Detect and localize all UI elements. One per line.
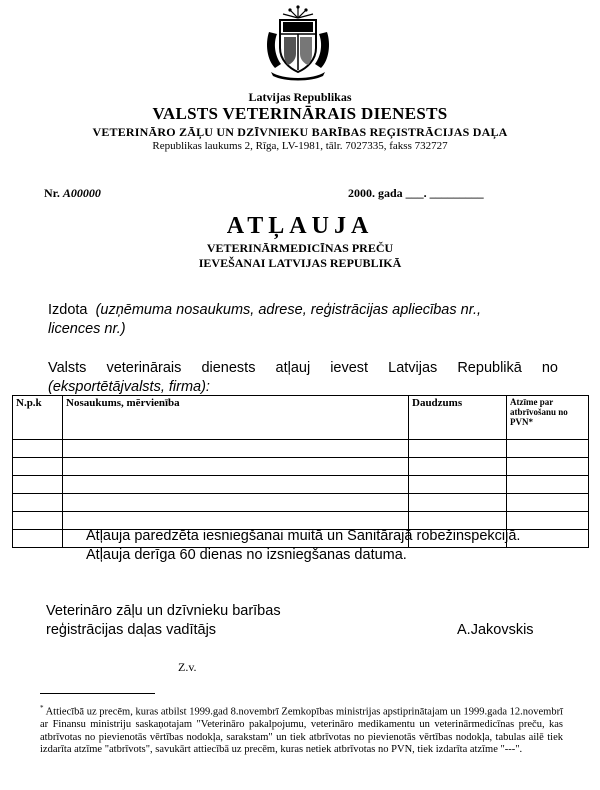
table-cell[interactable]	[507, 458, 589, 476]
table-cell[interactable]	[13, 476, 63, 494]
table-cell[interactable]	[63, 476, 409, 494]
exporter-hint: (eksportētājvalsts, firma):	[48, 379, 210, 395]
table-cell[interactable]	[63, 458, 409, 476]
table-cell[interactable]	[409, 494, 507, 512]
issued-to-hint: (uzņēmuma nosaukums, adrese, reģistrācijas apliecības nr.,	[95, 302, 482, 318]
date-field: 2000. gada ___. _________	[348, 186, 484, 200]
title-subline-1: VETERINĀRMEDICĪNAS PREČU	[206, 241, 394, 255]
table-header-row	[13, 396, 589, 440]
stamp-place-label: Z.v.	[178, 660, 197, 674]
latvia-coat-of-arms-icon	[263, 4, 333, 82]
column-header-quantity: Daudzums	[409, 396, 507, 440]
validity-note: Atļauja derīga 60 dienas no izsniegšanas datuma.	[86, 547, 407, 563]
signatory-name: A.Jakovskis	[457, 622, 534, 638]
table-cell[interactable]	[63, 440, 409, 458]
table-cell[interactable]	[507, 440, 589, 458]
footnote	[40, 702, 563, 757]
table-cell[interactable]	[409, 440, 507, 458]
table-cell[interactable]	[409, 458, 507, 476]
issued-to-label: Izdota	[48, 302, 88, 318]
issued-to-line	[48, 301, 558, 320]
permit-number-label: Nr.	[44, 186, 60, 200]
permit-number	[44, 186, 101, 201]
signatory-title-line-2: reģistrācijas daļas vadītājs	[46, 622, 217, 638]
column-header-npk: N.p.k	[13, 396, 63, 440]
import-permission-text: Valsts veterinārais dienests atļauj ievest Latvijas Republikā no	[48, 360, 558, 376]
footnote-marker: *	[40, 704, 44, 712]
table-cell[interactable]	[507, 494, 589, 512]
footnote-text: Attiecībā uz precēm, kuras atbilst 1999.gad 8.novembrī Zemkopības ministrijas apstiprinātajam un 1999.gada 12.novembrī ar Finansu ministriju saskaņotajam "Veterināro pakalpojumu, veterināro medikamentu un veterinārmedicīnas preču, kas atbrīvotas no pievienotās vērtības nodokļa, sarakstam" un tiek atbrīvotas no pievienotās vērtības nodokļa, tabulas ailē tiek izdarīta atzīme "atbrīvots", savukārt attiecībā uz precēm, kuras netiek atbrīvotas no PVN, tiek izdarīta atzīme "---".	[40, 706, 563, 755]
submission-note: Atļauja paredzēta iesniegšanai muitā un Sanitārajā robežinspekcijā.	[86, 528, 521, 544]
footnote-divider	[40, 693, 155, 694]
department-heading: VETERINĀRO ZĀĻU UN DZĪVNIEKU BARĪBAS REĢISTRĀCIJAS DAĻA	[92, 125, 508, 139]
table-row	[13, 458, 589, 476]
table-row	[13, 476, 589, 494]
address-line: Republikas laukums 2, Rīga, LV-1981, tālr. 7027335, fakss 732727	[152, 140, 448, 152]
service-heading: VALSTS VETERINĀRAIS DIENESTS	[152, 104, 448, 123]
table-row	[13, 440, 589, 458]
table-cell[interactable]	[63, 494, 409, 512]
table-cell[interactable]	[13, 512, 63, 530]
column-header-name: Nosaukums, mērvienība	[63, 396, 409, 440]
republic-heading: Latvijas Republikas	[248, 90, 352, 104]
document-title: ATĻAUJA	[226, 213, 374, 239]
table-row	[13, 494, 589, 512]
signatory-title-line-1: Veterināro zāļu un dzīvnieku barības	[46, 603, 281, 619]
table-cell[interactable]	[13, 530, 63, 548]
issued-to-hint-continued: licences nr.)	[48, 321, 126, 337]
goods-table	[12, 395, 589, 548]
table-cell[interactable]	[409, 476, 507, 494]
table-cell[interactable]	[507, 476, 589, 494]
title-subline-2: IEVEŠANAI LATVIJAS REPUBLIKĀ	[198, 256, 402, 270]
table-cell[interactable]	[13, 458, 63, 476]
table-cell[interactable]	[13, 440, 63, 458]
table-cell[interactable]	[13, 494, 63, 512]
permit-number-value: A00000	[62, 186, 101, 200]
column-header-vat-exemption: Atzīme par atbrīvošanu no PVN*	[507, 396, 589, 440]
